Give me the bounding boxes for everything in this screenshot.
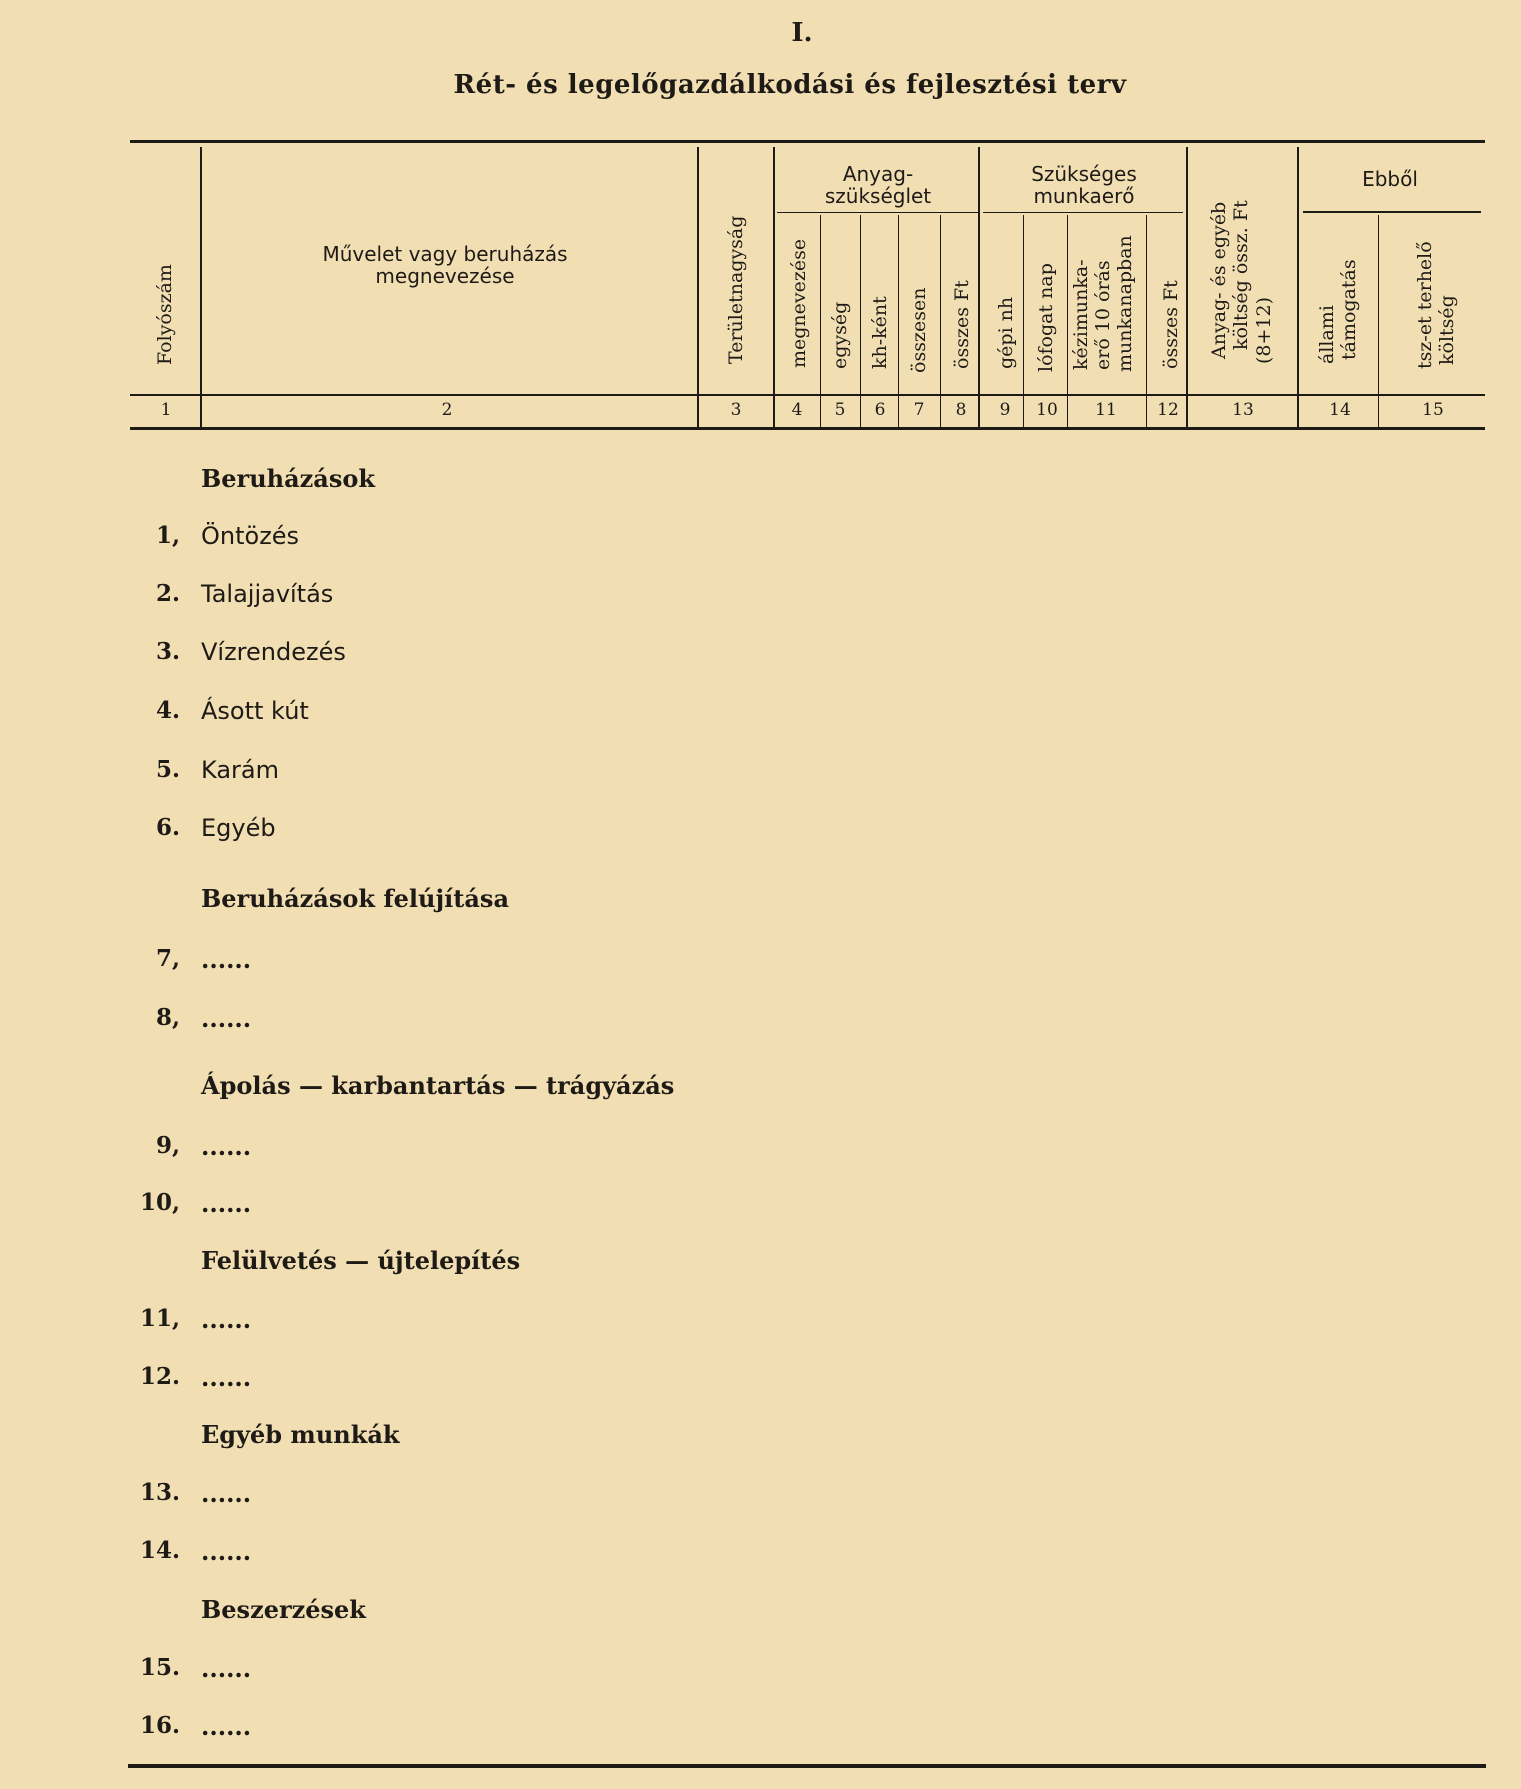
col-number: 14 <box>1329 400 1351 420</box>
ebbol-group-rule <box>1303 211 1481 213</box>
col-divider <box>978 147 980 427</box>
col-muvelet <box>300 243 590 287</box>
row-label: ...... <box>201 1712 252 1741</box>
group-szukseges-munkaero: Szükséges munkaerő <box>1031 162 1137 208</box>
col-osszesen: összesen <box>908 287 930 373</box>
col-allami-a: állami <box>1316 305 1338 365</box>
row-label: ...... <box>201 1363 252 1392</box>
col-osszes-ft-munka: összes Ft <box>1160 280 1182 370</box>
table-header-bottom-rule <box>130 427 1485 430</box>
row-number: 16. <box>139 1712 180 1739</box>
col-number: 4 <box>791 400 803 420</box>
row-number: 10, <box>139 1189 180 1216</box>
col-tsz-b: költség <box>1436 295 1458 365</box>
table-bottom-rule <box>128 1764 1486 1768</box>
roman-numeral: I. <box>791 18 813 48</box>
page-title: Rét- és legelőgazdálkodási és fejlesztési terv <box>453 70 1127 100</box>
col-divider <box>1297 147 1299 427</box>
row-number: 7, <box>155 945 180 972</box>
col-number: 11 <box>1095 400 1117 420</box>
row-number: 14. <box>139 1537 180 1564</box>
col-number: 9 <box>999 400 1011 420</box>
subcol-divider <box>1378 215 1379 427</box>
col-number: 1 <box>160 400 172 420</box>
subcol-divider <box>898 215 899 427</box>
group-anyagszukseglet: Anyag- szükséglet <box>824 162 932 208</box>
subcol-divider <box>1023 215 1024 427</box>
col-number: 2 <box>441 400 453 420</box>
subcol-divider <box>1067 215 1068 427</box>
col-number: 12 <box>1157 400 1179 420</box>
col-anyag-egyeb-c: (8+12) <box>1253 296 1275 364</box>
row-label: ...... <box>201 1479 252 1508</box>
row-number: 12. <box>139 1363 180 1390</box>
col-number: 6 <box>874 400 886 420</box>
col-kezimunka-a: kézimunka- <box>1070 259 1092 371</box>
row-number: 1, <box>155 522 180 549</box>
col-anyag-egyeb-b: költség össz. Ft <box>1230 200 1252 350</box>
col-kh-kent: kh-ként <box>869 296 891 369</box>
row-number: 6. <box>155 814 180 841</box>
row-label: ...... <box>201 1654 252 1683</box>
row-number: 13. <box>139 1479 180 1506</box>
col-tsz-a: tsz-et terhelő <box>1414 241 1436 369</box>
row-number: 2. <box>155 580 180 607</box>
col-number: 7 <box>913 400 925 420</box>
row-label: ...... <box>201 945 252 974</box>
row-number: 11, <box>139 1305 180 1332</box>
group-ebbol: Ebből <box>1362 167 1418 191</box>
subcol-divider <box>860 215 861 427</box>
col-number: 3 <box>730 400 742 420</box>
col-number: 8 <box>955 400 967 420</box>
row-number: 8, <box>155 1004 180 1031</box>
row-number: 15. <box>139 1654 180 1681</box>
col-kezimunka-b: erő 10 órás <box>1092 260 1114 370</box>
col-lofogat-nap: lófogat nap <box>1035 263 1057 372</box>
col-osszes-ft-anyag: összes Ft <box>951 280 973 370</box>
munka-group-rule <box>983 212 1183 213</box>
col-kezimunka-c: munkanapban <box>1114 235 1136 373</box>
col-anyag-egyeb-a: Anyag- és egyéb <box>1208 201 1230 359</box>
row-label: Ásott kút <box>201 697 309 725</box>
col-number: 13 <box>1232 400 1254 420</box>
row-label: ...... <box>201 1189 252 1218</box>
row-label: ...... <box>201 1004 252 1033</box>
row-label: Karám <box>201 756 279 784</box>
col-folyoszam: Folyószám <box>154 264 176 366</box>
row-label: ...... <box>201 1537 252 1566</box>
col-number: 15 <box>1422 400 1444 420</box>
section-title: Beruházások felújítása <box>201 884 509 913</box>
anyag-group-rule <box>777 212 978 213</box>
table-top-rule <box>130 140 1485 143</box>
row-label: Egyéb <box>201 814 276 842</box>
section-title: Felülvetés — újtelepítés <box>201 1246 521 1275</box>
col-divider <box>200 147 202 427</box>
col-megnevezese: megnevezése <box>788 238 810 368</box>
subcol-divider <box>1146 215 1147 427</box>
row-label: ...... <box>201 1132 252 1161</box>
row-number: 5. <box>155 756 180 783</box>
col-teruletnagysag: Területnagyság <box>725 215 747 365</box>
subcol-divider <box>940 215 941 427</box>
row-number: 4. <box>155 697 180 724</box>
col-muvelet-label: Művelet vagy beruházás megnevezése <box>322 242 568 288</box>
col-divider <box>697 147 699 427</box>
col-number: 5 <box>834 400 846 420</box>
col-egyseg: egység <box>829 301 851 369</box>
col-allami-b: támogatás <box>1338 259 1360 361</box>
col-number: 10 <box>1036 400 1058 420</box>
row-label: Talajjavítás <box>201 580 334 608</box>
row-number: 3. <box>155 638 180 665</box>
row-number: 9, <box>155 1132 180 1159</box>
number-row-rule <box>130 394 1485 396</box>
section-title: Ápolás — karbantartás — trágyázás <box>201 1071 675 1100</box>
col-gepi-nh: gépi nh <box>995 296 1017 369</box>
row-label: ...... <box>201 1305 252 1334</box>
section-title: Egyéb munkák <box>201 1420 400 1449</box>
col-divider <box>773 147 775 427</box>
section-title: Beszerzések <box>201 1595 366 1624</box>
row-label: Öntözés <box>201 522 300 550</box>
subcol-divider <box>820 215 821 427</box>
row-label: Vízrendezés <box>201 638 346 666</box>
section-title: Beruházások <box>201 464 375 493</box>
col-divider <box>1186 147 1188 427</box>
